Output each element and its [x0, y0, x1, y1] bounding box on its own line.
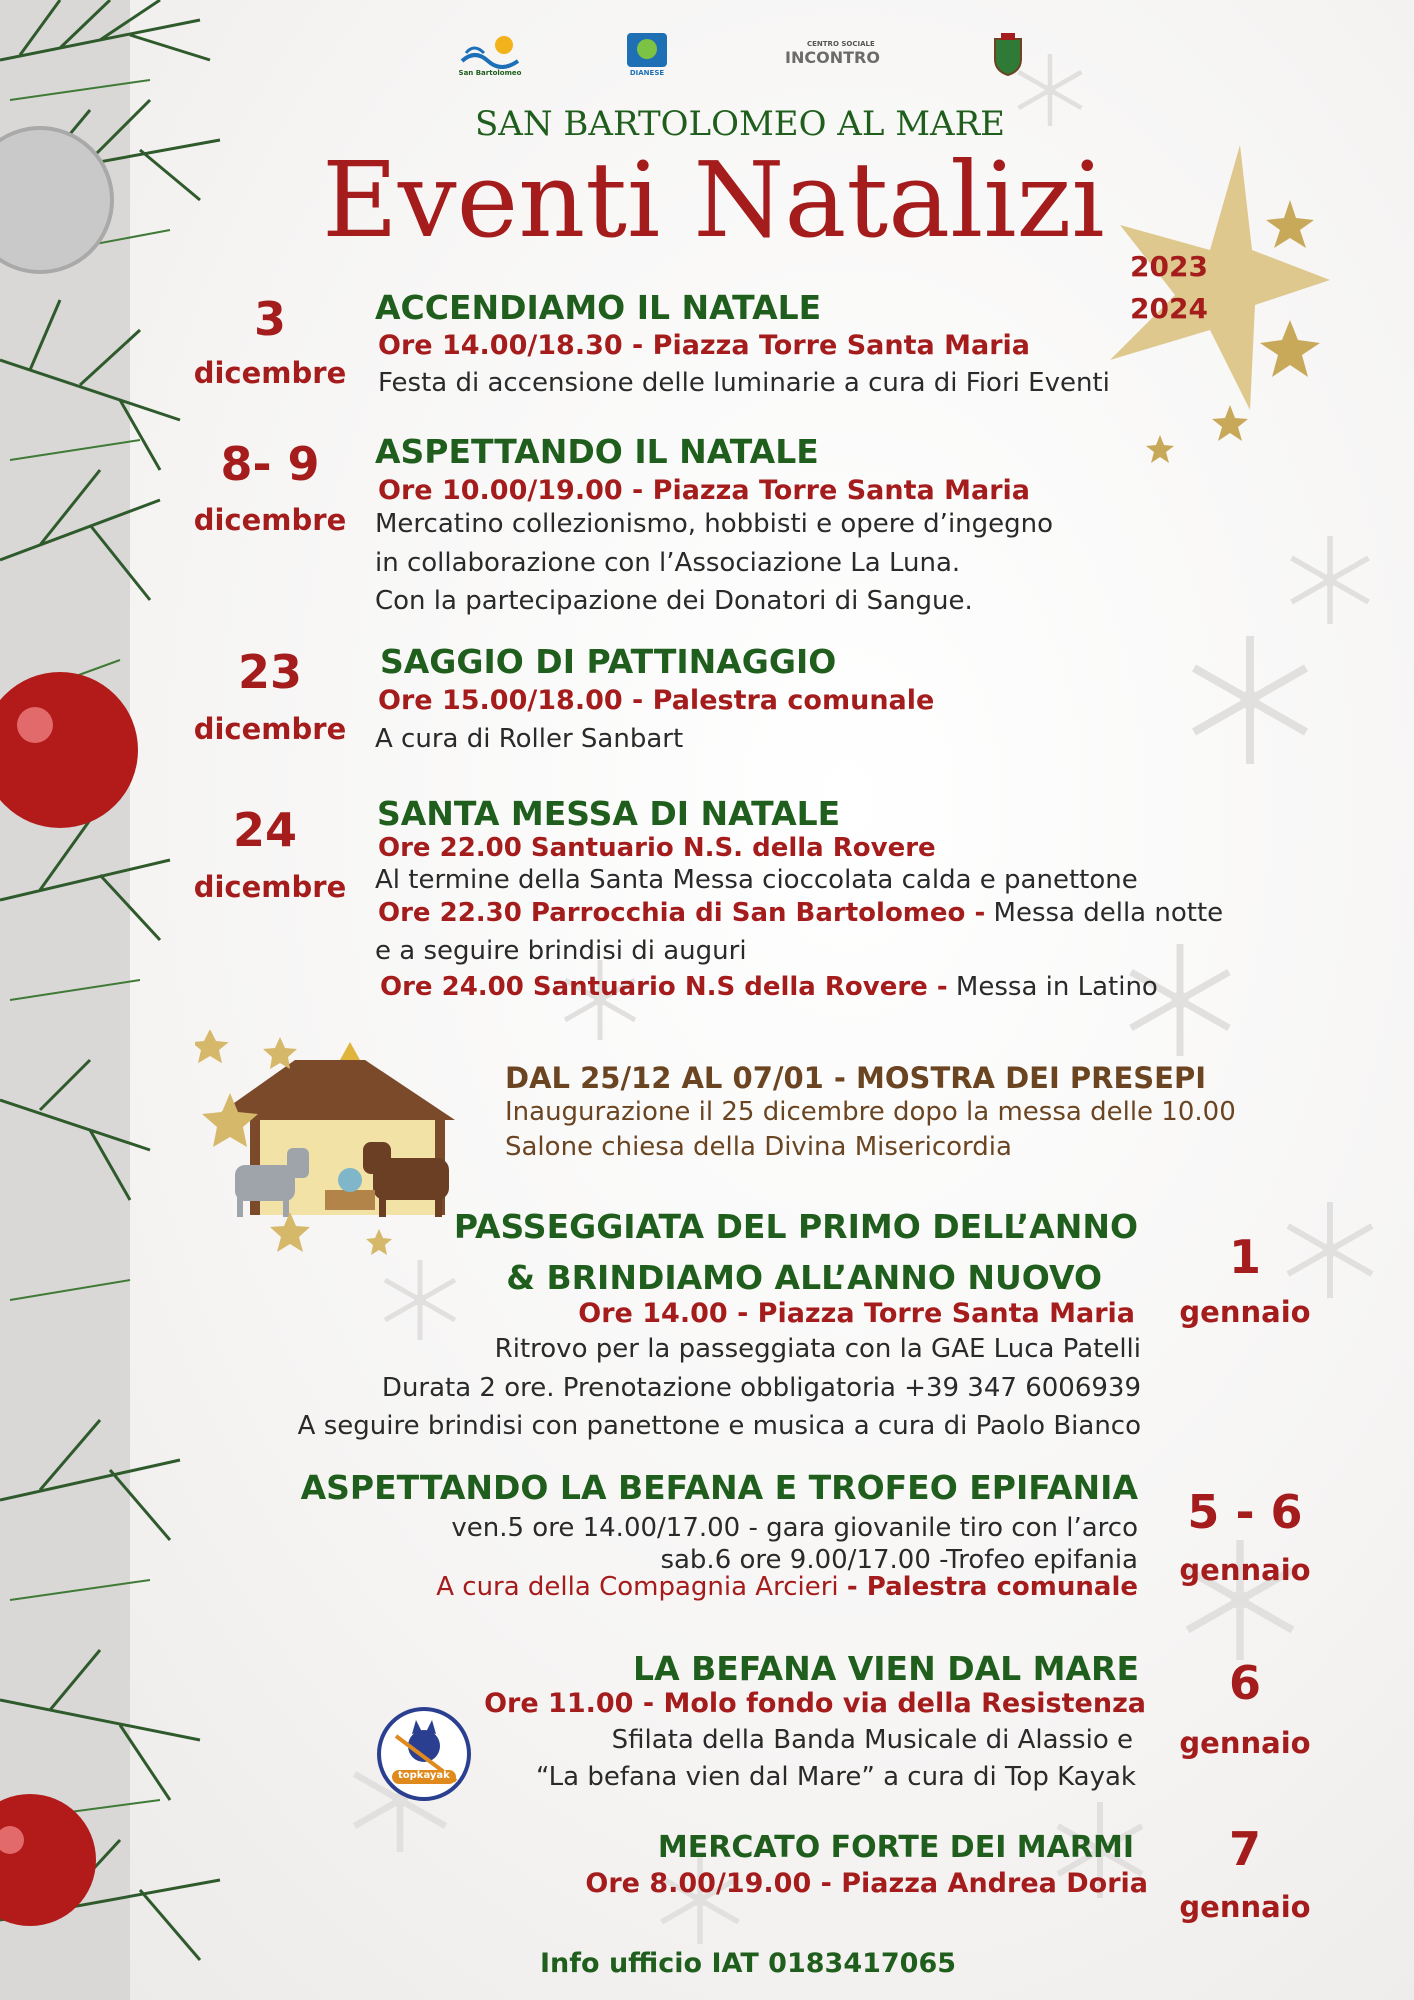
event-location: - Palestra comunale [846, 1572, 1138, 1602]
event-description: Mercatino collezionismo, hobbisti e opere d’ingegno [375, 509, 1054, 539]
event-time-third [380, 972, 1158, 1002]
event-description: ven.5 ore 14.00/17.00 - gara giovanile tiro con l’arco [451, 1513, 1138, 1543]
event-description: A seguire brindisi con panettone e musica a cura di Paolo Bianco [297, 1411, 1141, 1441]
event-day: 5 - 6 [1187, 1485, 1303, 1539]
incontro-logo [785, 26, 880, 81]
event-title: SANTA MESSA DI NATALE [377, 794, 841, 833]
event-time: Ore 22.00 Santuario N.S. della Rovere [378, 833, 936, 863]
presepi-description: Inaugurazione il 25 dicembre dopo la messa delle 10.00 [505, 1097, 1236, 1127]
event-description: Messa in Latino [947, 972, 1158, 1002]
town-subtitle: SAN BARTOLOMEO AL MARE [475, 104, 1005, 144]
san-bartolomeo-logo-text: San Bartolomeo [458, 68, 522, 77]
event-month: dicembre [193, 712, 347, 746]
presepi-location: Salone chiesa della Divina Misericordia [505, 1132, 1012, 1162]
event-day: 23 [237, 645, 302, 699]
year-end: 2024 [1130, 292, 1208, 325]
event-title: LA BEFANA VIEN DAL MARE [633, 1649, 1139, 1688]
incontro-logo-top: CENTRO SOCIALE [807, 40, 875, 48]
san-bartolomeo-logo [455, 26, 525, 81]
event-time: Ore 14.00/18.30 - Piazza Torre Santa Maria [378, 330, 1030, 361]
event-description: Con la partecipazione dei Donatori di Sangue. [375, 586, 973, 616]
event-month: dicembre [193, 356, 347, 390]
event-description: in collaborazione con l’Associazione La Luna. [375, 548, 961, 578]
event-time: Ore 24.00 Santuario N.S della Rovere - [380, 972, 948, 1002]
event-month: dicembre [193, 870, 347, 904]
event-description: Durata 2 ore. Prenotazione obbligatoria +39 347 6006939 [381, 1373, 1141, 1403]
presepi-title: DAL 25/12 AL 07/01 - MOSTRA DEI PRESEPI [505, 1061, 1206, 1095]
event-time: Ore 11.00 - Molo fondo via della Resistenza [484, 1688, 1146, 1719]
event-day: 7 [1228, 1822, 1261, 1876]
event-organizer: A cura della Compagnia Arcieri [436, 1572, 847, 1602]
dianese-logo-text: DIANESE [629, 68, 665, 77]
crest-icon [991, 31, 1025, 77]
top-kayak-logo [376, 1706, 472, 1802]
event-day: 3 [253, 292, 286, 346]
event-time: Ore 8.00/19.00 - Piazza Andrea Doria [585, 1868, 1148, 1899]
event-description: Ritrovo per la passeggiata con la GAE Luca Patelli [494, 1334, 1141, 1364]
event-description: e a seguire brindisi di auguri [375, 936, 747, 966]
kayak-cat-icon [376, 1706, 472, 1802]
sun-wave-icon [460, 31, 520, 69]
event-description: Sfilata della Banda Musicale di Alassio e [611, 1725, 1133, 1755]
event-title: SAGGIO DI PATTINAGGIO [380, 642, 837, 681]
event-day: 8- 9 [220, 437, 320, 491]
event-title: ASPETTANDO IL NATALE [375, 432, 819, 471]
event-description: sab.6 ore 9.00/17.00 -Trofeo epifania [660, 1545, 1138, 1575]
event-month: gennaio [1179, 1726, 1311, 1760]
dianese-emblem-icon [625, 31, 669, 69]
event-description: Festa di accensione delle luminarie a cura di Fiori Eventi [378, 368, 1110, 398]
event-day: 6 [1228, 1656, 1261, 1710]
event-title: MERCATO FORTE DEI MARMI [657, 1830, 1134, 1865]
event-month: gennaio [1179, 1890, 1311, 1924]
event-title: & BRINDIAMO ALL’ANNO NUOVO [506, 1258, 1102, 1297]
event-month: gennaio [1179, 1295, 1311, 1329]
event-title: ASPETTANDO LA BEFANA E TROFEO EPIFANIA [300, 1468, 1138, 1507]
event-day: 1 [1228, 1230, 1261, 1284]
event-time: Ore 14.00 - Piazza Torre Santa Maria [578, 1298, 1135, 1329]
event-description: Al termine della Santa Messa cioccolata calda e panettone [375, 865, 1138, 895]
event-time: Ore 22.30 Parrocchia di San Bartolomeo - [378, 898, 986, 928]
gold-star-icon [200, 1090, 260, 1150]
event-time-secondary [378, 898, 1223, 928]
event-description: “La befana vien dal Mare” a cura di Top Kayak [536, 1762, 1136, 1792]
event-title: ACCENDIAMO IL NATALE [375, 288, 822, 327]
event-time: Ore 10.00/19.00 - Piazza Torre Santa Maria [378, 475, 1030, 506]
event-description: A cura di Roller Sanbart [375, 724, 684, 754]
gold-star-icon [262, 1035, 298, 1071]
page-title: Eventi Natalizi [322, 139, 1105, 261]
top-kayak-text: topkayak [398, 1770, 450, 1781]
event-description: Messa della notte [985, 898, 1224, 928]
event-month: dicembre [193, 503, 347, 537]
year-start: 2023 [1130, 250, 1208, 283]
event-organizer-line [250, 1572, 1138, 1602]
incontro-logo-text: INCONTRO [785, 48, 880, 67]
event-month: gennaio [1179, 1553, 1311, 1587]
dianese-logo [622, 26, 672, 81]
event-day: 24 [232, 803, 297, 857]
event-title: PASSEGGIATA DEL PRIMO DELL’ANNO [453, 1207, 1138, 1246]
municipal-crest-logo [988, 28, 1028, 80]
footer-info: Info ufficio IAT 0183417065 [540, 1948, 957, 1979]
event-time: Ore 15.00/18.00 - Palestra comunale [378, 685, 935, 716]
